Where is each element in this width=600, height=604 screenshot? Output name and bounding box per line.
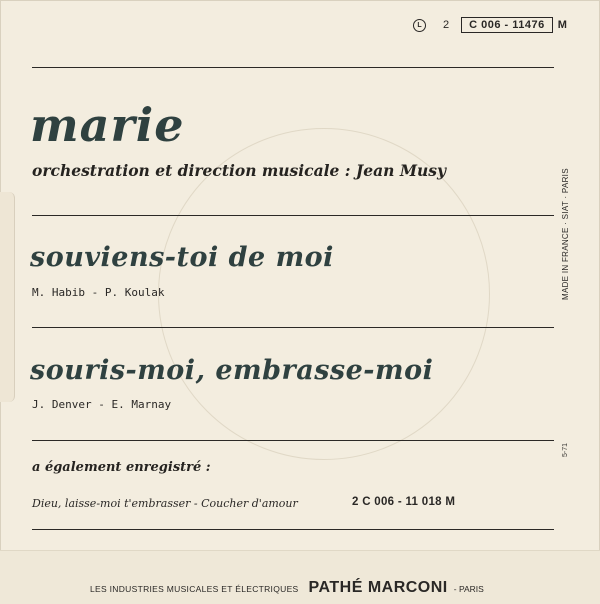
divider-3 <box>32 440 554 441</box>
l-circle-mark: L <box>413 19 426 32</box>
track-1-credits: M. Habib - P. Koulak <box>32 286 165 299</box>
left-flap <box>0 192 15 402</box>
catalog-number-header <box>413 16 567 34</box>
publisher-city: - PARIS <box>453 584 484 594</box>
orchestration-credit: orchestration et direction musicale : Jean Musy <box>32 161 446 180</box>
publisher-footer <box>90 579 484 597</box>
publisher-brand-logo: PATHÉ MARCONI <box>308 579 448 596</box>
artist-name: marie <box>30 98 185 152</box>
divider-1 <box>32 215 554 216</box>
catalog-suffix: M <box>557 19 567 31</box>
track-2-credits: J. Denver - E. Marnay <box>32 398 172 411</box>
made-in-france-text: MADE IN FRANCE · SIAT · PARIS <box>561 168 570 300</box>
also-recorded-tracks: Dieu, laisse-moi t'embrasser - Coucher d'amour <box>32 497 298 510</box>
track-1-title: souviens-toi de moi <box>30 242 334 273</box>
also-recorded-heading: a également enregistré : <box>32 460 211 475</box>
date-code: 5-71 <box>562 442 569 457</box>
publisher-company: LES INDUSTRIES MUSICALES ET ÉLECTRIQUES <box>90 584 299 594</box>
side-number: 2 <box>443 19 450 31</box>
divider-2 <box>32 327 554 328</box>
divider-bottom <box>32 529 554 530</box>
catalog-number-box: C 006 - 11476 <box>461 17 553 33</box>
also-recorded-catalog: 2 C 006 - 11 018 M <box>352 496 456 508</box>
track-2-title: souris-moi, embrasse-moi <box>30 355 434 386</box>
divider-top <box>32 67 554 68</box>
